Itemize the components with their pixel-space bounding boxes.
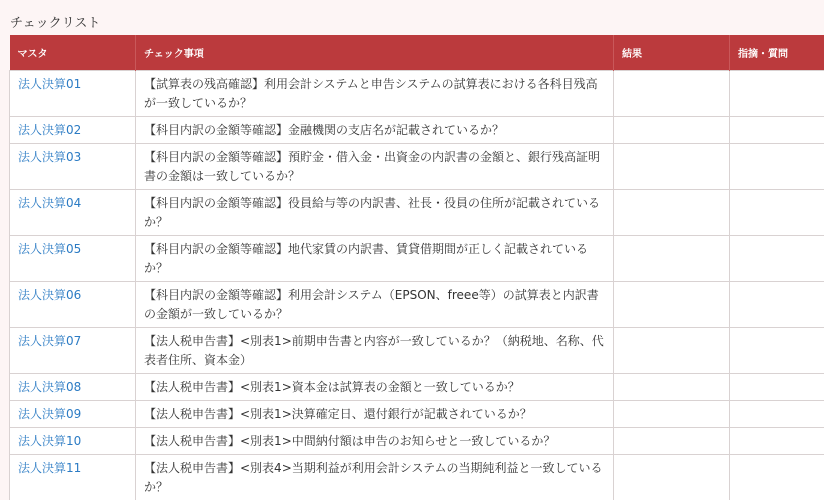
table-row <box>10 427 824 454</box>
check-item-text: 【科目内訳の金額等確認】役員給与等の内訳書、社長・役員の住所が記載されているか？ <box>136 189 614 235</box>
note-cell[interactable] <box>730 400 824 427</box>
checklist-table <box>9 35 824 500</box>
result-cell[interactable] <box>614 327 730 373</box>
result-cell[interactable] <box>614 454 730 500</box>
result-cell[interactable] <box>614 70 730 116</box>
check-item-text: 【法人税申告書】<別表1>中間納付額は申告のお知らせと一致しているか？ <box>136 427 614 454</box>
column-header-master: マスタ <box>10 35 136 70</box>
table-header-row <box>10 35 824 70</box>
note-cell[interactable] <box>730 281 824 327</box>
table-row <box>10 235 824 281</box>
check-item-text: 【法人税申告書】<別表4>当期利益が利用会計システムの当期純利益と一致しているか？ <box>136 454 614 500</box>
check-item-text: 【法人税申告書】<別表1>決算確定日、還付銀行が記載されているか？ <box>136 400 614 427</box>
check-item-text: 【科目内訳の金額等確認】預貯金・借入金・出資金の内訳書の金額と、銀行残高証明書の金額は一致しているか？ <box>136 143 614 189</box>
master-link[interactable]: 法人決算03 <box>18 149 82 164</box>
table-row <box>10 189 824 235</box>
master-link[interactable]: 法人決算09 <box>18 406 82 421</box>
check-item-text: 【科目内訳の金額等確認】金融機関の支店名が記載されているか？ <box>136 116 614 143</box>
result-cell[interactable] <box>614 400 730 427</box>
master-link[interactable]: 法人決算04 <box>18 195 82 210</box>
result-cell[interactable] <box>614 235 730 281</box>
table-row <box>10 400 824 427</box>
note-cell[interactable] <box>730 143 824 189</box>
note-cell[interactable] <box>730 427 824 454</box>
page-title: チェックリスト <box>10 16 101 31</box>
table-row <box>10 143 824 189</box>
result-cell[interactable] <box>614 281 730 327</box>
table-row <box>10 454 824 500</box>
table-row <box>10 116 824 143</box>
note-cell[interactable] <box>730 235 824 281</box>
result-cell[interactable] <box>614 189 730 235</box>
result-cell[interactable] <box>614 373 730 400</box>
note-cell[interactable] <box>730 116 824 143</box>
check-item-text: 【試算表の残高確認】利用会計システムと申告システムの試算表における各科目残高が一致しているか？ <box>136 70 614 116</box>
master-link[interactable]: 法人決算11 <box>18 460 82 475</box>
check-item-text: 【法人税申告書】<別表1>前期申告書と内容が一致しているか？（納税地、名称、代表者住所、資本金） <box>136 327 614 373</box>
master-link[interactable]: 法人決算01 <box>18 76 82 91</box>
check-item-text: 【法人税申告書】<別表1>資本金は試算表の金額と一致しているか？ <box>136 373 614 400</box>
result-cell[interactable] <box>614 116 730 143</box>
master-link[interactable]: 法人決算07 <box>18 333 82 348</box>
table-row <box>10 281 824 327</box>
result-cell[interactable] <box>614 143 730 189</box>
table-row <box>10 327 824 373</box>
master-link[interactable]: 法人決算02 <box>18 122 82 137</box>
master-link[interactable]: 法人決算06 <box>18 287 82 302</box>
note-cell[interactable] <box>730 189 824 235</box>
note-cell[interactable] <box>730 454 824 500</box>
check-item-text: 【科目内訳の金額等確認】地代家賃の内訳書、賃貸借期間が正しく記載されているか？ <box>136 235 614 281</box>
result-cell[interactable] <box>614 427 730 454</box>
column-header-check: チェック事項 <box>136 35 614 70</box>
master-link[interactable]: 法人決算10 <box>18 433 82 448</box>
master-link[interactable]: 法人決算08 <box>18 379 82 394</box>
column-header-result: 結果 <box>614 35 730 70</box>
column-header-note: 指摘・質問 <box>730 35 824 70</box>
note-cell[interactable] <box>730 373 824 400</box>
table-row <box>10 373 824 400</box>
note-cell[interactable] <box>730 327 824 373</box>
note-cell[interactable] <box>730 70 824 116</box>
check-item-text: 【科目内訳の金額等確認】利用会計システム（EPSON、freee等）の試算表と内訳書の金額が一致しているか？ <box>136 281 614 327</box>
table-row <box>10 70 824 116</box>
master-link[interactable]: 法人決算05 <box>18 241 82 256</box>
